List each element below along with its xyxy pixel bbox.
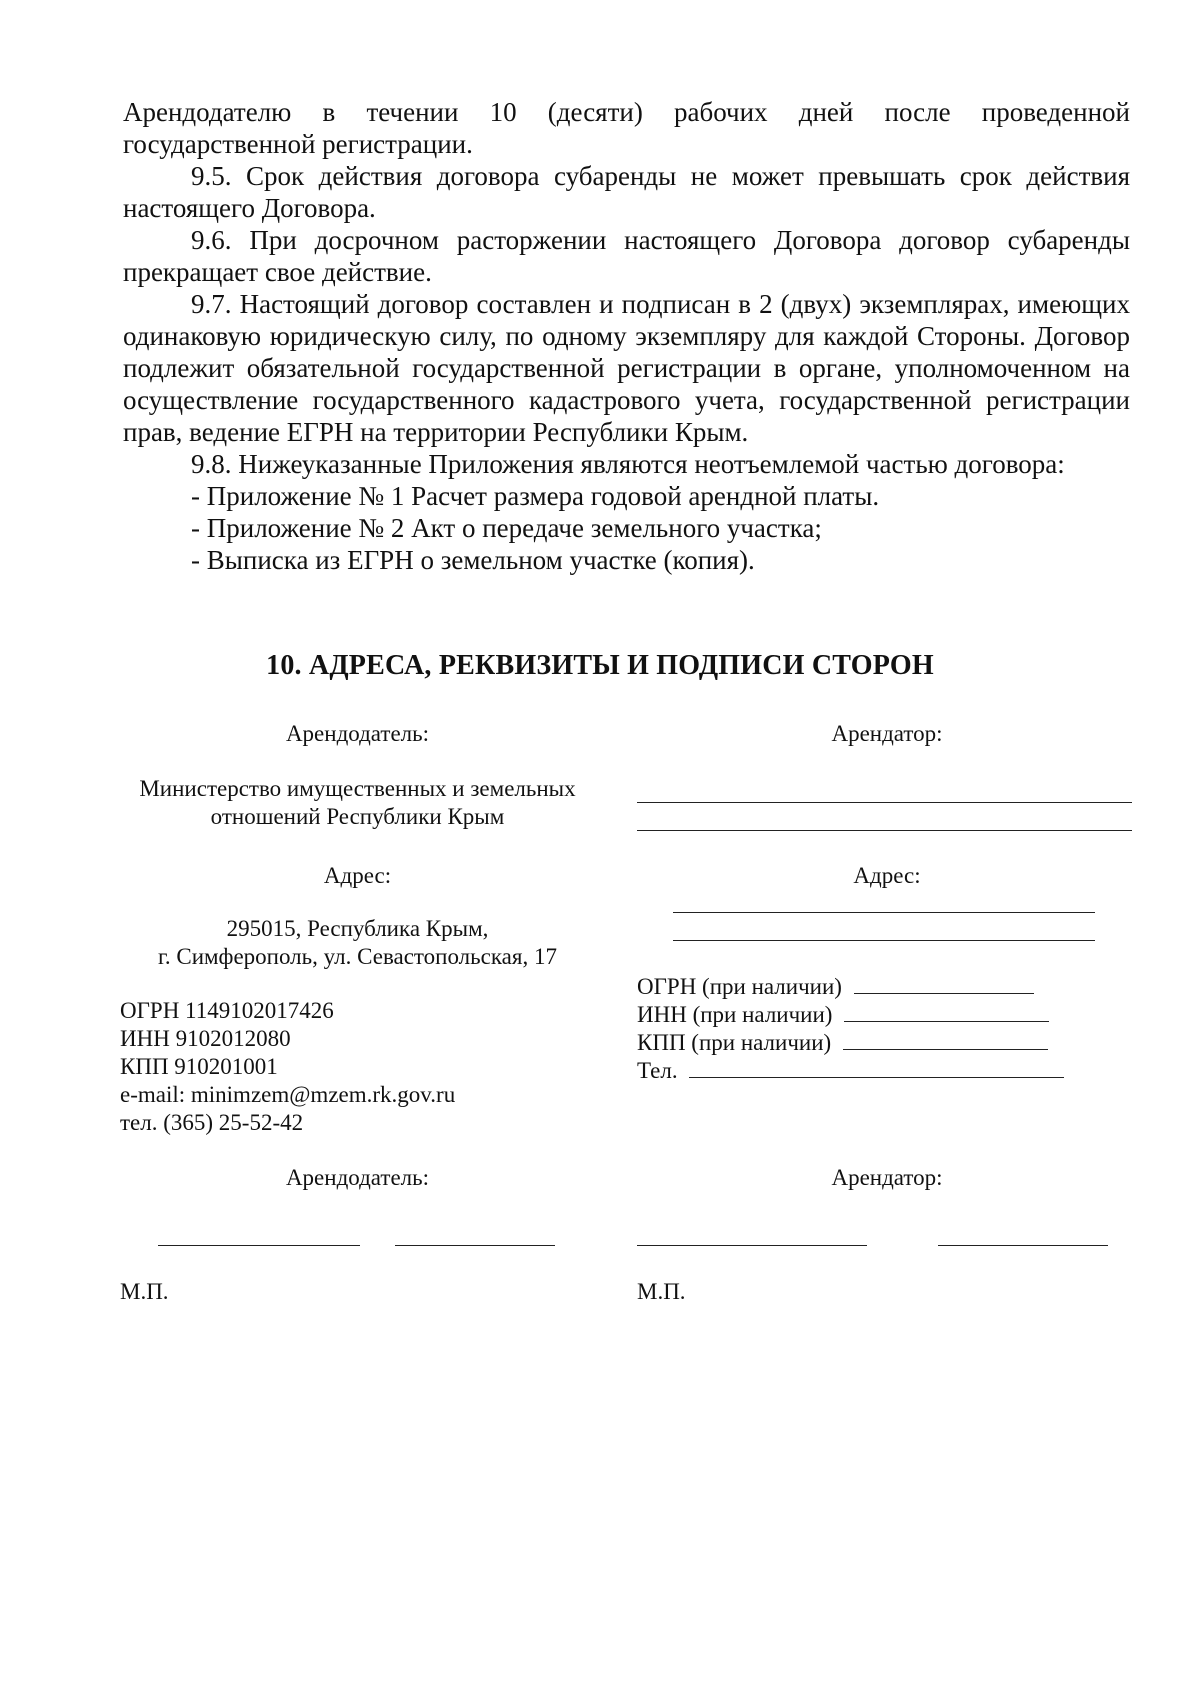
- lessor-label: Арендодатель:: [285, 721, 430, 746]
- lessee-inn-field: [844, 1003, 1049, 1022]
- lessor-requisites: [120, 997, 595, 1137]
- lessee-name-line-1: [637, 802, 1132, 803]
- lessee-phone-field: [689, 1059, 1064, 1078]
- lessor-address-line1: 295015, Республика Крым,: [226, 916, 489, 941]
- lessee-inn-label: ИНН (при наличии): [637, 1002, 833, 1027]
- lessor-name: [120, 775, 595, 831]
- attachment-item: - Приложение № 2 Акт о передаче земельного участка;: [191, 513, 822, 543]
- attachment-item: - Приложение № 1 Расчет размера годовой арендной платы.: [191, 481, 880, 511]
- clause-continuation: Арендодателю в течении 10 (десяти) рабочих дней после проведенной государственной регистрации.: [123, 97, 1130, 159]
- lessee-ogrn-field: [854, 975, 1034, 994]
- lessee-inn-row: [637, 1001, 1137, 1029]
- lessor-ogrn: ОГРН 1149102017426: [120, 998, 334, 1023]
- lessee-kpp-row: [637, 1029, 1137, 1057]
- section-title: 10. АДРЕСА, РЕКВИЗИТЫ И ПОДПИСИ СТОРОН: [266, 650, 934, 681]
- lessee-address-line-1: [673, 912, 1095, 913]
- lessee-kpp-field: [843, 1031, 1048, 1050]
- lessee-ogrn-row: [637, 973, 1137, 1001]
- lessee-kpp-label: КПП (при наличии): [637, 1030, 832, 1055]
- lessee-phone-row: [637, 1057, 1137, 1085]
- lessor-address-label: Адрес:: [323, 863, 392, 888]
- lessee-stamp: М.П.: [637, 1279, 686, 1304]
- lessor-name-line: [395, 1245, 555, 1246]
- attachment-item: - Выписка из ЕГРН о земельном участке (копия).: [191, 545, 755, 575]
- lessee-signature-line: [637, 1245, 867, 1246]
- lessor-stamp: М.П.: [120, 1279, 169, 1304]
- clause-9-8: 9.8. Нижеуказанные Приложения являются неотъемлемой частью договора:: [191, 449, 1065, 479]
- lessor-inn: ИНН 9102012080: [120, 1026, 291, 1051]
- lessee-name-line-2: [637, 830, 1132, 831]
- lessee-ogrn-label: ОГРН (при наличии): [637, 974, 842, 999]
- lessor-name-line2: отношений Республики Крым: [210, 804, 505, 829]
- lessee-address-line-2: [673, 940, 1095, 941]
- lessee-signature-label: Арендатор:: [831, 1165, 943, 1190]
- lessor-address-line2: г. Симферополь, ул. Севастопольская, 17: [158, 944, 557, 969]
- lessee-address-label: Адрес:: [853, 863, 921, 888]
- lessor-signature-line: [158, 1245, 360, 1246]
- lessor-address: [120, 915, 595, 971]
- lessee-requisites: [637, 973, 1137, 1085]
- clause-9-7: 9.7. Настоящий договор составлен и подписан в 2 (двух) экземплярах, имеющих одинаковую юридическую силу, по одному экземпляру для каждой Стороны. Договор подлежит обязательной государственной регистрации в органе, уполномоченном на осуществление государственного кадастрового учета, государственной регистрации прав, ведение ЕГРН на территории Республики Крым.: [123, 289, 1130, 447]
- lessor-signature-label: Арендодатель:: [285, 1165, 430, 1190]
- lessor-kpp: КПП 910201001: [120, 1054, 278, 1079]
- lessee-label: Арендатор:: [831, 721, 943, 746]
- lessor-email: e-mail: minimzem@mzem.rk.gov.ru: [120, 1082, 456, 1107]
- clause-9-6: 9.6. При досрочном расторжении настоящего Договора договор субаренды прекращает свое действие.: [123, 225, 1130, 287]
- lessor-phone: тел. (365) 25-52-42: [120, 1110, 304, 1135]
- lessee-name-sign-line: [938, 1245, 1108, 1246]
- lessee-phone-label: Тел.: [637, 1058, 678, 1083]
- contract-clauses: [123, 96, 1130, 576]
- lessor-name-line1: Министерство имущественных и земельных: [139, 776, 576, 801]
- clause-9-5: 9.5. Срок действия договора субаренды не может превышать срок действия настоящего Договора.: [123, 161, 1130, 223]
